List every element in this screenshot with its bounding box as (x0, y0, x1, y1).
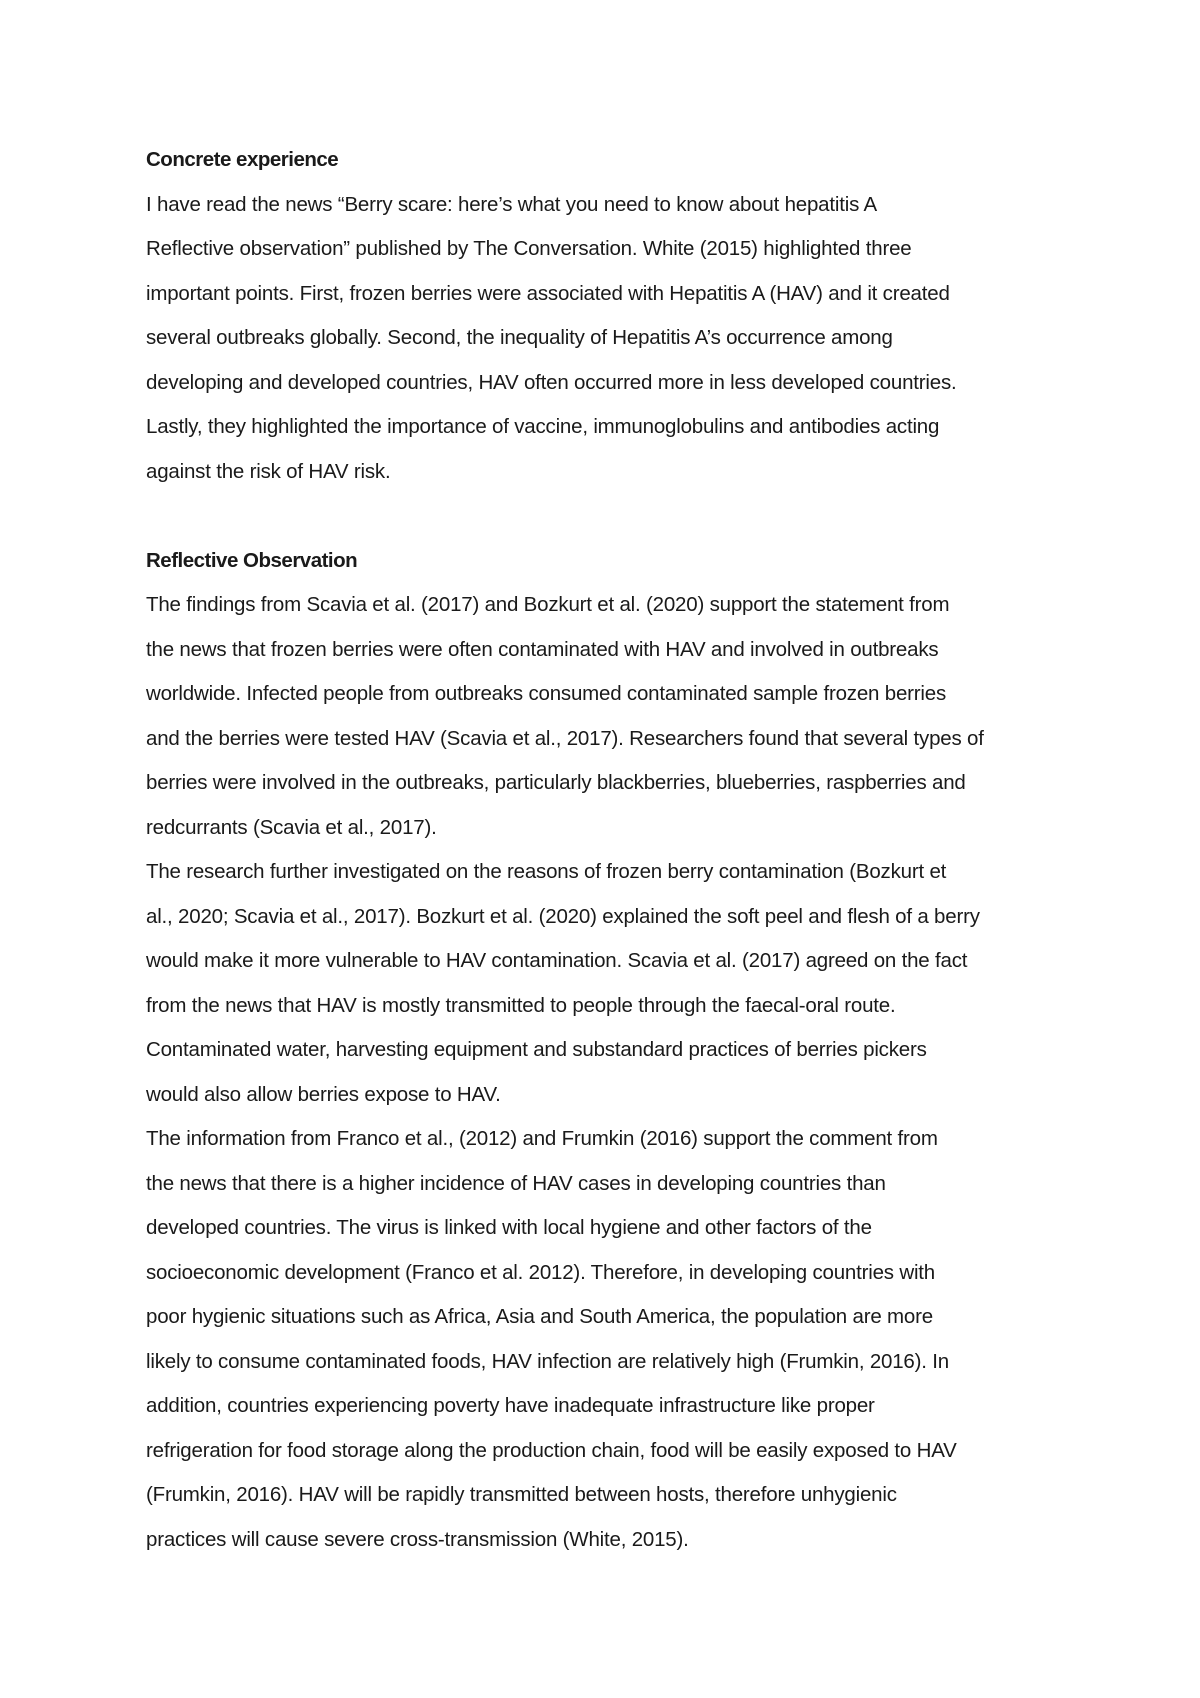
paragraph (146, 1117, 1076, 1562)
text-line: addition, countries experiencing poverty have inadequate infrastructure like proper (146, 1394, 875, 1417)
text-line: practices will cause severe cross-transmission (White, 2015). (146, 1527, 689, 1551)
text-line: The information from Franco et al., (2012) and Frumkin (2016) support the comment from (146, 1127, 938, 1150)
text-line: Contaminated water, harvesting equipment and substandard practices of berries pickers (146, 1038, 927, 1061)
text-line: the news that there is a higher incidence of HAV cases in developing countries than (146, 1171, 886, 1195)
text-line: developing and developed countries, HAV often occurred more in less developed countries. (146, 370, 957, 394)
text-line: developed countries. The virus is linked with local hygiene and other factors of the (146, 1216, 872, 1239)
text-line: and the berries were tested HAV (Scavia et al., 2017). Researchers found that several types of (146, 726, 984, 750)
text-line: likely to consume contaminated foods, HAV infection are relatively high (Frumkin, 2016). In (146, 1349, 949, 1373)
section-spacer (146, 494, 1076, 539)
text-line: socioeconomic development (Franco et al. 2012). Therefore, in developing countries with (146, 1260, 935, 1284)
paragraph (146, 850, 1076, 1117)
text-line: I have read the news “Berry scare: here’s what you need to know about hepatitis A (146, 192, 877, 216)
paragraph (146, 183, 1076, 495)
text-line: redcurrants (Scavia et al., 2017). (146, 815, 437, 839)
text-line: The research further investigated on the reasons of frozen berry contamination (Bozkurt et (146, 860, 947, 883)
text-line: the news that frozen berries were often contaminated with HAV and involved in outbreaks (146, 637, 939, 661)
text-line: important points. First, frozen berries were associated with Hepatitis A (HAV) and it created (146, 281, 950, 305)
text-line: worldwide. Infected people from outbreaks consumed contaminated sample frozen berries (146, 682, 947, 705)
section-concrete-experience (146, 138, 1076, 494)
text-line: Lastly, they highlighted the importance of vaccine, immunoglobulins and antibodies acting (146, 415, 940, 438)
text-line: would also allow berries expose to HAV. (146, 1082, 501, 1106)
text-line: several outbreaks globally. Second, the inequality of Hepatitis A’s occurrence among (146, 326, 893, 349)
section-heading: Reflective Observation (146, 548, 358, 572)
section-reflective-observation (146, 539, 1076, 1563)
text-line: refrigeration for food storage along the production chain, food will be easily exposed to HAV (146, 1438, 957, 1462)
text-line: The findings from Scavia et al. (2017) and Bozkurt et al. (2020) support the statement from (146, 593, 950, 616)
text-line: would make it more vulnerable to HAV contamination. Scavia et al. (2017) agreed on the fact (146, 949, 968, 972)
text-line: against the risk of HAV risk. (146, 459, 391, 483)
section-heading: Concrete experience (146, 148, 339, 171)
paragraph (146, 583, 1076, 850)
text-line: from the news that HAV is mostly transmitted to people through the faecal-oral route. (146, 993, 896, 1017)
text-line: berries were involved in the outbreaks, particularly blackberries, blueberries, raspberries and (146, 771, 966, 794)
text-line: al., 2020; Scavia et al., 2017). Bozkurt et al. (2020) explained the soft peel and flesh of a berry (146, 904, 980, 928)
text-line: poor hygienic situations such as Africa, Asia and South America, the population are more (146, 1305, 933, 1328)
text-line: Reflective observation” published by The Conversation. White (2015) highlighted three (146, 237, 912, 260)
text-line: (Frumkin, 2016). HAV will be rapidly transmitted between hosts, therefore unhygienic (146, 1483, 897, 1506)
document-body (146, 138, 1076, 1562)
